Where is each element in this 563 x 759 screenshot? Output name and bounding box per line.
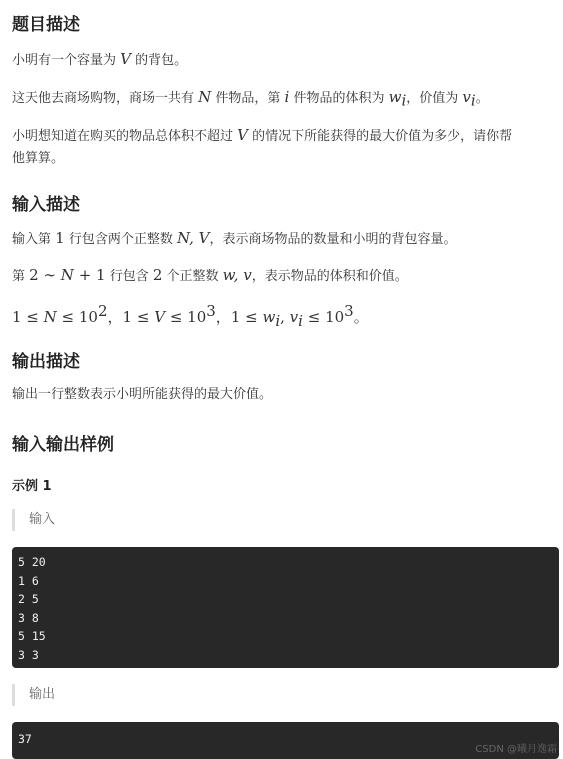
code-line: 37 (18, 732, 32, 746)
sample-input-block[interactable] (12, 547, 559, 668)
example-title: 示例 1 (12, 479, 52, 494)
problem-title: 题目描述 (12, 15, 80, 35)
problem-line-2: 这天他去商场购物，商场一共有 N 件物品，第 i 件物品的体积为 $w_i$，价值为 $v_i$。 (12, 88, 489, 110)
code-line: 5 20 (18, 555, 46, 569)
input-desc-title: 输入描述 (12, 195, 80, 215)
input-desc-line-1: 输入第 1 行包含两个正整数 N, V，表示商场物品的数量和小明的背包容量。 (12, 229, 457, 247)
code-line: 3 8 (18, 610, 39, 625)
input-label: 输入 (12, 509, 55, 531)
input-desc-line-2: 第 2 ∼ N + 1 行包含 2 个正整数 w, v，表示物品的体积和价值。 (12, 266, 408, 284)
watermark: CSDN @曦月逸霜 (475, 744, 557, 755)
code-line: 3 3 (18, 647, 39, 662)
output-desc-text: 输出一行整数表示小明所能获得的最大价值。 (12, 387, 273, 402)
constraints-line: $1 \le N \le 10^2$，$1 \le V \le 10^3$，$1 \le w_i$, $v_i \le 10^3$。 (12, 302, 369, 330)
problem-line-1: 小明有一个容量为 V 的背包。 (12, 50, 188, 68)
code-line: 5 15 (18, 629, 46, 644)
output-desc-title: 输出描述 (12, 352, 80, 372)
code-line: 1 6 (18, 573, 39, 588)
problem-line-3: 小明想知道在购买的物品总体积不超过 V 的情况下所能获得的最大价值为多少，请你帮 他算算。 (12, 126, 513, 166)
code-line: 2 5 (18, 592, 39, 607)
output-label: 输出 (12, 684, 55, 706)
samples-title: 输入输出样例 (12, 435, 114, 455)
